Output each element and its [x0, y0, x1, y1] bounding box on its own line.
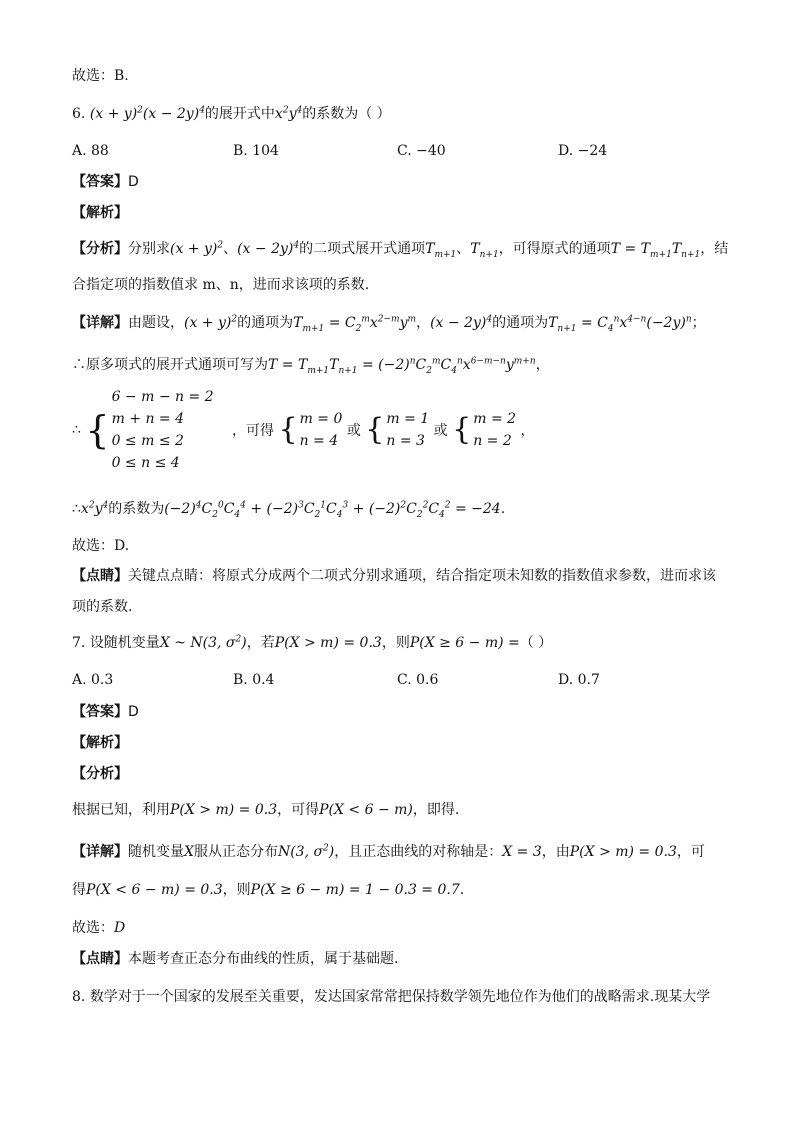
q7-option-b: B. 0.4: [233, 672, 275, 688]
q6-dianjing-line2: 项的系数.: [72, 599, 133, 615]
q6-analysis-label: 【解析】: [72, 205, 128, 221]
q8-stem: 8. 数学对于一个国家的发展至关重要，发达国家常常把保持数学领先地位作为他们的战略需求.现某大学: [72, 989, 711, 1005]
q7-fenxi: 根据已知，利用P(X > m) = 0.3，可得P(X < 6 − m)，即得.: [72, 802, 460, 818]
q6-solution-1: { m = 0 n = 4: [278, 411, 343, 449]
q6-option-d: D. −24: [558, 143, 608, 159]
q6-dianjing: 【点睛】关键点点睛：将原式分成两个二项式分别求通项，结合指定项未知数的指数值求参数，进而求该: [72, 568, 716, 584]
q6-option-c: C. −40: [397, 143, 446, 159]
q7-option-a: A. 0.3: [72, 672, 114, 688]
q6-answer: 【答案】D: [72, 174, 139, 190]
q6-fenxi: 【分析】分别求$(x + y)^2$、$(x - 2y)^4$的二项式展开式通项$T_{m+1}$、$T_{n+1}$，可得原式的通项$T = T_{m+1}T_{n+1}$，结: [72, 240, 729, 260]
q7-option-c: C. 0.6: [397, 672, 439, 688]
q7-dianjing: 【点睛】本题考查正态分布曲线的性质，属于基础题.: [72, 951, 399, 967]
q7-stem: 7. 设随机变量X ~ N(3, $\sigma^2$)，若P(X > m) = 0.3，则P(X ≥ 6 − m) =（ ）: [72, 634, 553, 651]
q6-solution-3: { m = 2 n = 2: [452, 411, 517, 449]
q6-stem: 6. $(x + y)^2(x - 2y)^4$的展开式中$x^2y^4$的系数为（ ）: [72, 105, 391, 122]
q6-option-b: B. 104: [233, 143, 279, 159]
q6-coefficient: $\therefore x^2y^4$的系数为$(-2)^4C_2^0C_4^4 + (-2)^3C_2^1C_4^3 + (-2)^2C_2^2C_4^2 = -24$.: [72, 500, 506, 520]
q7-analysis-label: 【解析】: [72, 735, 128, 751]
q6-general-term: ∴原多项式的展开式通项可写为$T = T_{m+1}T_{n+1} = (-2)^nC_2^mC_4^nx^{6-m-n}y^{m+n}$，: [72, 356, 550, 376]
q7-detail: 【详解】随机变量X服从正态分布N(3, $\sigma^2$)，且正态曲线的对称轴是：X = 3，由P(X > m) = 0.3，可: [72, 843, 705, 860]
q6-fenxi-line2: 合指定项的指数值求 m、n，进而求该项的系数.: [72, 277, 370, 293]
q6-expression: $(x + y)^2(x - 2y)^4$: [89, 105, 205, 122]
q6-detail: 【详解】由题设，$(x + y)^2$的通项为$T_{m+1} = C_2^mx^{2-m}y^m$，$(x - 2y)^4$的通项为$T_{n+1} = C_4^nx^{4-n}(-2y)^n$；: [72, 314, 706, 334]
q7-detail-line2: 得P(X < 6 − m) = 0.3，则P(X ≥ 6 − m) = 1 − 0.3 = 0.7.: [72, 882, 465, 898]
q7-final: 故选：D: [72, 920, 126, 936]
q7-fenxi-label: 【分析】: [72, 766, 128, 782]
q6-solution-2: { m = 1 n = 3: [365, 411, 430, 449]
prev-answer-line: 故选：B.: [72, 68, 129, 84]
q6-final: 故选：D.: [72, 538, 130, 554]
q6-option-a: A. 88: [72, 143, 109, 159]
q7-answer: 【答案】D: [72, 704, 139, 720]
q7-option-d: D. 0.7: [558, 672, 600, 688]
q6-equation-system: ∴ { 6 − m − n = 2 m + n = 4 0 ≤ m ≤ 2 0 ≤ n ≤ 4 ，可得 { m = 0 n = 4 或 { m = 1 n = 3 或 { m = 2 n = 2 ，: [72, 389, 535, 471]
